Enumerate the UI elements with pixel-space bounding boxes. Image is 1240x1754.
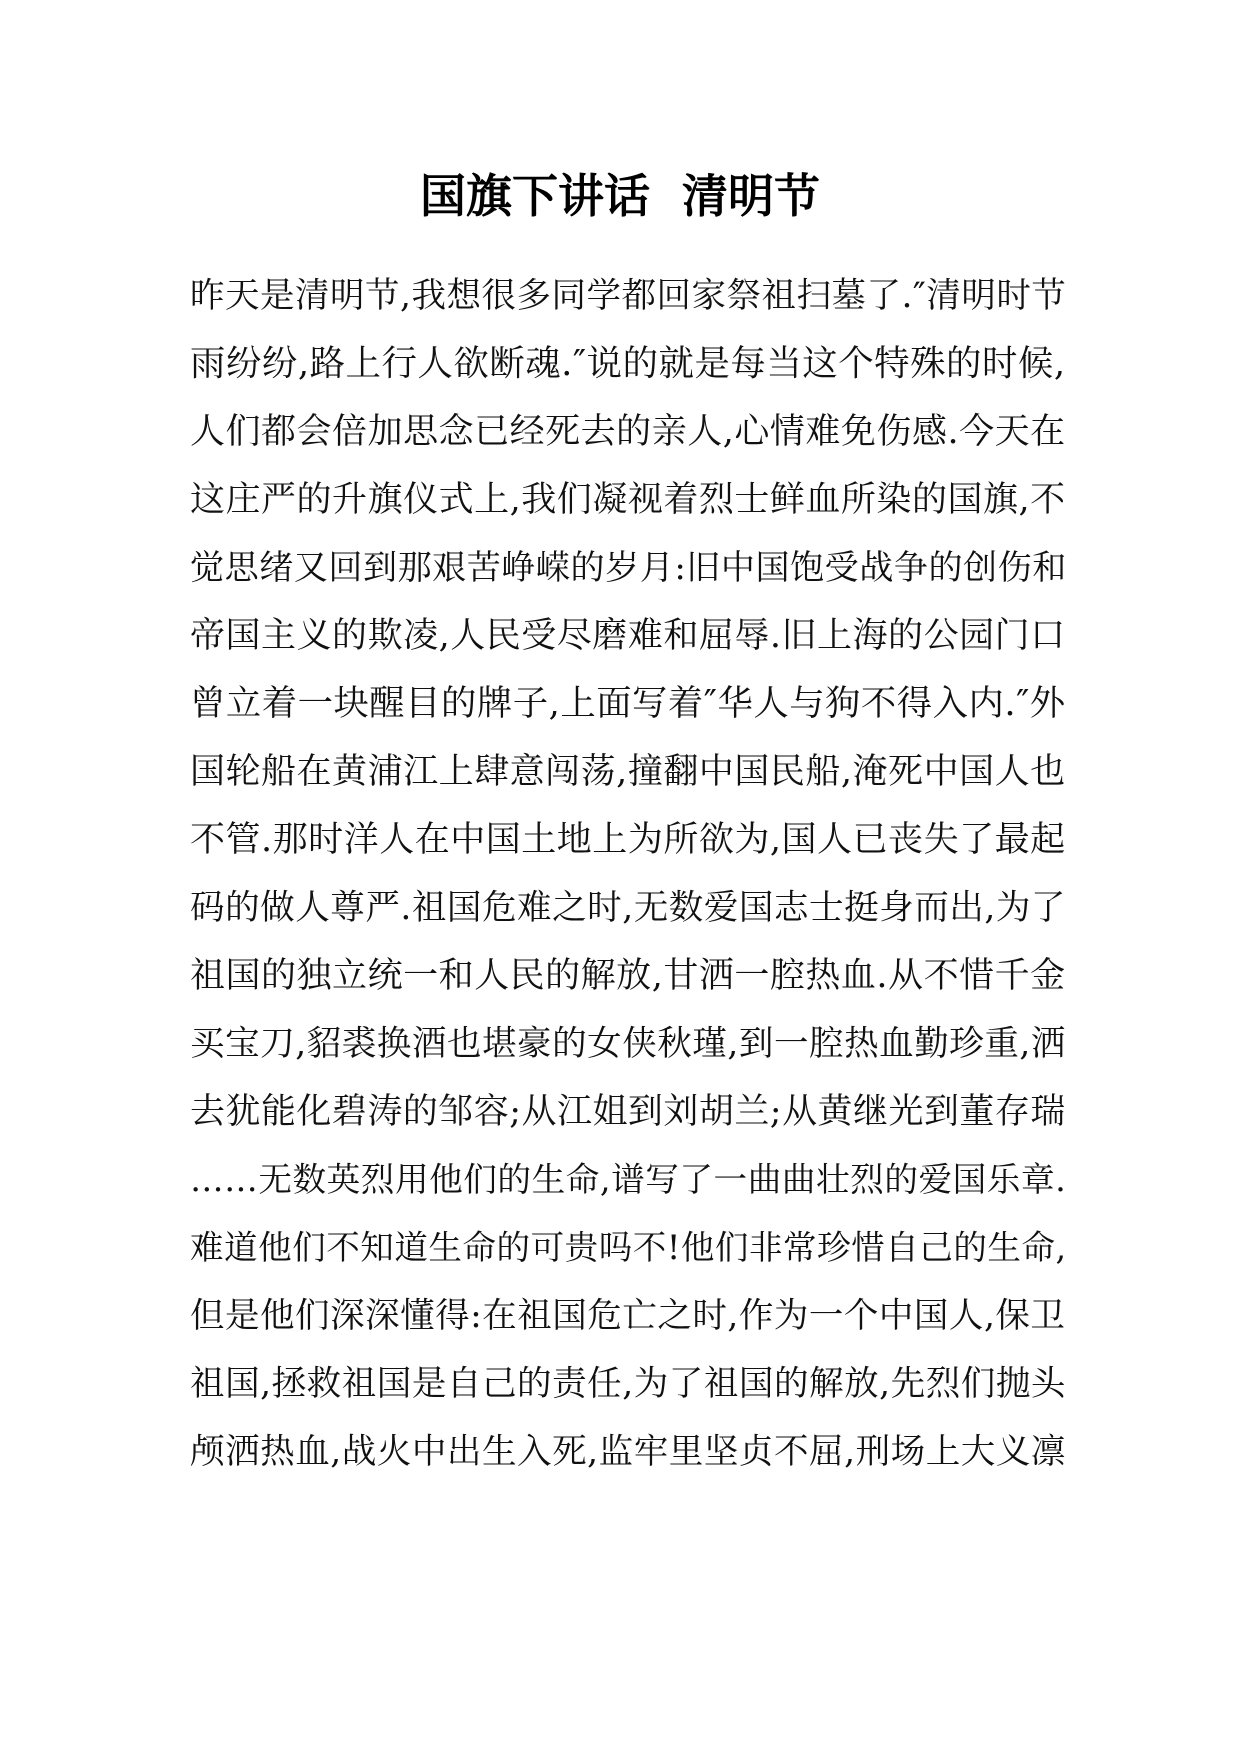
paragraph-line: 祖国的独立统一和人民的解放,甘洒一腔热血.从不惜千金 — [190, 955, 1066, 996]
paragraph-line: 这庄严的升旗仪式上,我们凝视着烈士鲜血所染的国旗,不 — [190, 479, 1066, 520]
paragraph-line: 去犹能化碧涛的邹容;从江姐到刘胡兰;从黄继光到董存瑞 — [190, 1092, 1066, 1132]
paragraph-line: 买宝刀,貂裘换酒也堪豪的女侠秋瑾,到一腔热血勤珍重,洒 — [190, 1024, 1066, 1064]
paragraph-line: 但是他们深深懂得:在祖国危亡之时,作为一个中国人,保卫 — [190, 1296, 1066, 1336]
paragraph-line: 人们都会倍加思念已经死去的亲人,心情难免伤感.今天在 — [190, 411, 1066, 452]
paragraph-line: ……无数英烈用他们的生命,谱写了一曲曲壮烈的爱国乐章. — [190, 1160, 1067, 1199]
paragraph-line: 觉思绪又回到那艰苦峥嵘的岁月:旧中国饱受战争的创伤和 — [190, 548, 1067, 588]
paragraph-line: 雨纷纷,路上行人欲断魂.″说的就是每当这个特殊的时候, — [190, 343, 1066, 384]
paragraph-line: 不管.那时洋人在中国土地上为所欲为,国人已丧失了最起 — [190, 819, 1066, 860]
paragraph-line: 祖国,拯救祖国是自己的责任,为了祖国的解放,先烈们抛头 — [190, 1364, 1066, 1404]
paragraph-line: 难道他们不知道生命的可贵吗不!他们非常珍惜自己的生命, — [190, 1228, 1067, 1267]
paragraph-line: 昨天是清明节,我想很多同学都回家祭祖扫墓了.″清明时节 — [190, 276, 1067, 316]
paragraph-line: 颅洒热血,战火中出生入死,监牢里坚贞不屈,刑场上大义凛 — [190, 1432, 1066, 1472]
paragraph-line: 国轮船在黄浦江上肆意闯荡,撞翻中国民船,淹死中国人也 — [190, 751, 1066, 792]
page-title: 国旗下讲话 清明节 — [419, 169, 821, 223]
paragraph-line: 曾立着一块醒目的牌子,上面写着″华人与狗不得入内.″外 — [190, 683, 1066, 724]
document-body — [190, 262, 1070, 1486]
paragraph-line: 码的做人尊严.祖国危难之时,无数爱国志士挺身而出,为了 — [190, 888, 1066, 928]
paragraph-line: 帝国主义的欺凌,人民受尽磨难和屈辱.旧上海的公园门口 — [190, 615, 1066, 656]
